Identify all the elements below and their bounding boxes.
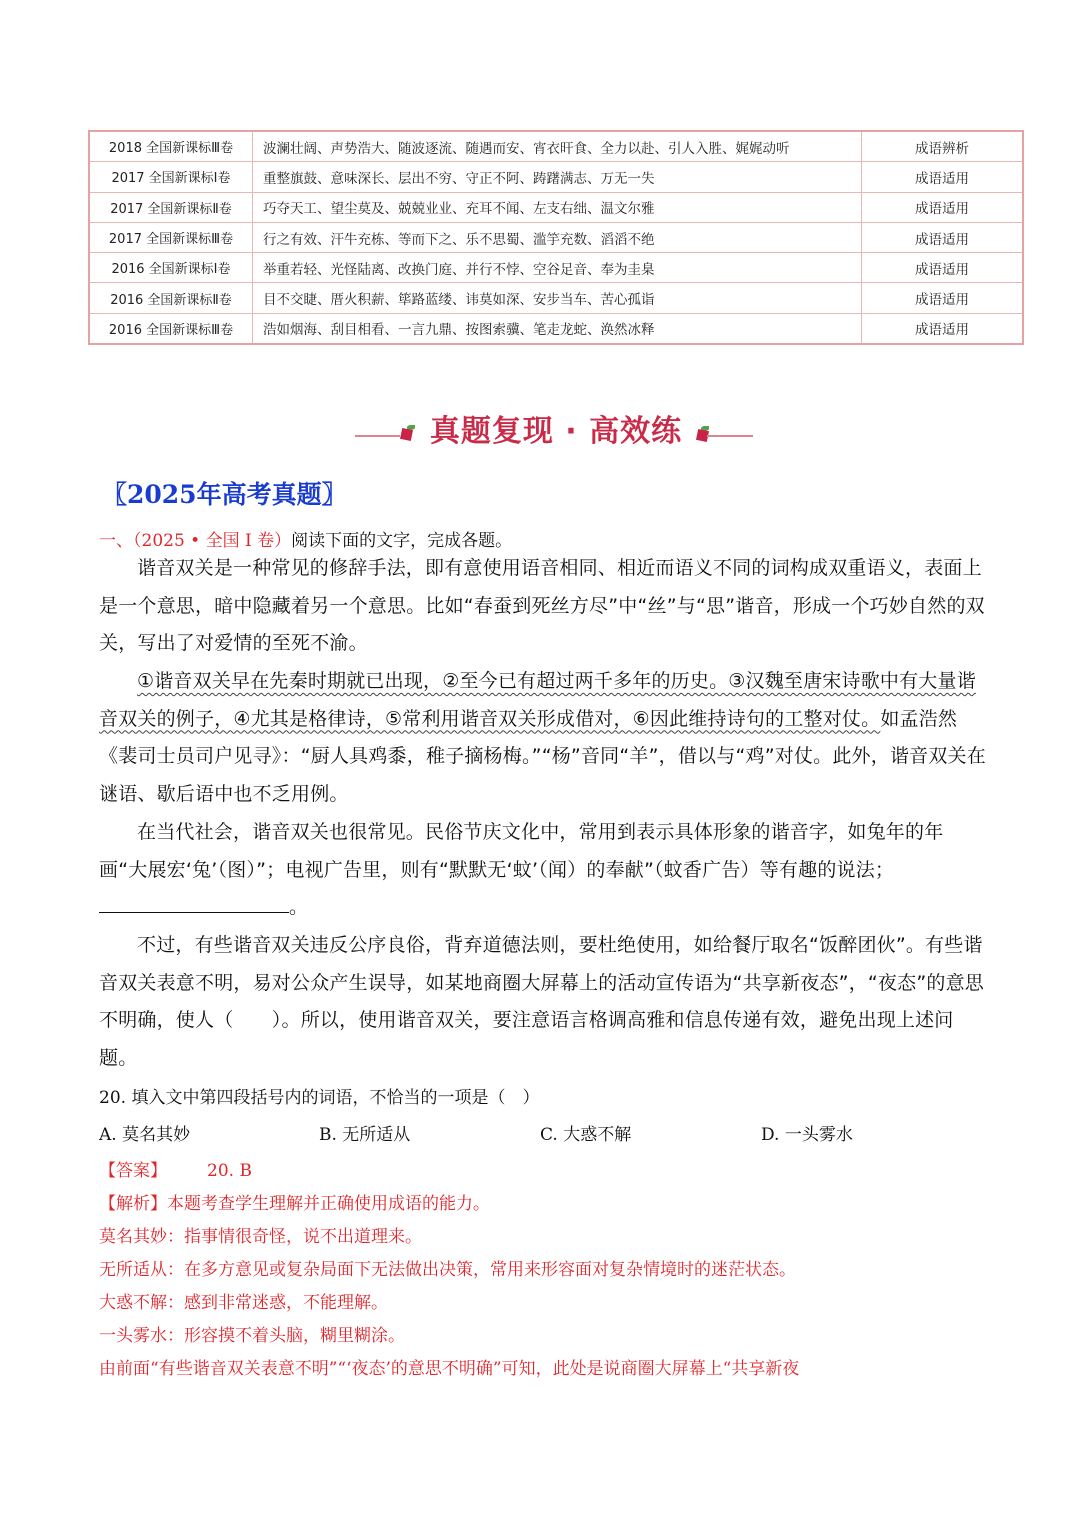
section-heading: 〖2025年高考真题〗 — [102, 480, 347, 509]
idioms-cell: 重整旗鼓、意味深长、层出不穷、守正不阿、踌躇满志、万无一失 — [253, 162, 862, 192]
paragraph-3-end: 。 — [289, 896, 309, 918]
question-instruction: 阅读下面的文字，完成各题。 — [291, 531, 513, 551]
passage-paragraph-1: 谐音双关是一种常见的修辞手法，即有意使用语音相同、相近而语义不同的词构成双重语义，表面上是一个意思，暗中隐藏着另一个意思。比如“春蚕到死丝方尽”中“丝”与“思”谐音，形成一个巧妙自然的双关，写出了对爱情的至死不渝。 — [99, 557, 985, 654]
table-row — [89, 162, 1023, 192]
exam-cell: 2016 全国新课标Ⅱ卷 — [89, 283, 253, 313]
answer-value: 20. B — [207, 1161, 252, 1181]
option-a[interactable]: A. 莫名其妙 — [99, 1125, 191, 1145]
table-row — [89, 283, 1023, 313]
table-row — [89, 253, 1023, 283]
idioms-cell: 目不交睫、厝火积薪、筚路蓝缕、讳莫如深、安步当车、苦心孤诣 — [253, 283, 862, 313]
analysis-item: 莫名其妙：指事情很奇怪，说不出道理来。 — [99, 1227, 422, 1247]
banner-title: 真题复现 · 高效练 — [429, 414, 683, 449]
analysis-line — [99, 1189, 490, 1214]
passage-paragraph-4: 不过，有些谐音双关违反公序良俗，背弃道德法则，要杜绝使用，如给餐厅取名“饭醉团伙”。有些谐音双关表意不明，易对公众产生误导，如某地商圈大屏幕上的活动宣传语为“共享新夜态”，“夜态”的意思不明确，使人（ ）。所以，使用谐音双关，要注意语言格调高雅和信息传递有效，避免出现上述问题。 — [99, 934, 984, 1069]
question-source: （2025 • 全国 I 卷） — [133, 531, 292, 551]
exam-table — [88, 130, 1024, 345]
paragraph-3-text: 在当代社会，谐音双关也很常见。民俗节庆文化中，常用到表示具体形象的谐音字，如兔年的年画“大展宏‘兔’（图）”；电视广告里，则有“默默无‘蚊’（闻）的奉献”（蚊香广告）等有趣的说法； — [99, 821, 944, 881]
idioms-cell: 举重若轻、光怪陆离、改换门庭、并行不悖、空谷足音、奉为圭臬 — [253, 253, 862, 283]
idioms-cell: 行之有效、汗牛充栋、等而下之、乐不思蜀、滥竽充数、滔滔不绝 — [253, 222, 862, 252]
exam-cell: 2018 全国新课标Ⅲ卷 — [89, 131, 253, 162]
idioms-cell: 巧夺天工、望尘莫及、兢兢业业、充耳不闻、左支右绌、温文尔雅 — [253, 192, 862, 222]
idioms-cell: 浩如烟海、刮目相看、一言九鼎、按图索骥、笔走龙蛇、涣然冰释 — [253, 313, 862, 344]
option-c[interactable]: C. 大惑不解 — [540, 1125, 632, 1145]
type-cell: 成语辨析 — [862, 131, 1024, 162]
analysis-item: 由前面“有些谐音双关表意不明”“‘夜态’的意思不明确”可知，此处是说商圈大屏幕上“共享新夜 — [99, 1359, 800, 1379]
banner-line-right — [707, 435, 753, 437]
table-row — [89, 222, 1023, 252]
passage-paragraph-2 — [99, 663, 989, 813]
section-banner — [355, 402, 755, 450]
type-cell: 成语适用 — [862, 192, 1024, 222]
exam-cell: 2017 全国新课标Ⅲ卷 — [89, 222, 253, 252]
table-row — [89, 313, 1023, 344]
exam-cell: 2017 全国新课标Ⅰ卷 — [89, 162, 253, 192]
fill-in-blank[interactable] — [99, 890, 289, 913]
analysis-item: 大惑不解：感到非常迷惑，不能理解。 — [99, 1293, 388, 1313]
question-20-stem: 20. 填入文中第四段括号内的词语，不恰当的一项是（ ） — [99, 1088, 540, 1108]
question-prefix: 一、 — [99, 531, 133, 551]
option-b[interactable]: B. 无所适从 — [319, 1125, 411, 1145]
marked-sentences: ①谐音双关早在先秦时期就已出现，②至今已有超过两千多年的历史。③汉魏至唐宋诗歌中有大量谐音双关的例子，④尤其是格律诗，⑤常利用谐音双关形成借对，⑥因此维持诗句的工整对仗。 — [99, 670, 976, 730]
type-cell: 成语适用 — [862, 313, 1024, 344]
question-header — [99, 526, 512, 551]
table-row — [89, 192, 1023, 222]
table-row — [89, 131, 1023, 162]
analysis-label: 【解析】 — [99, 1194, 167, 1214]
type-cell: 成语适用 — [862, 253, 1024, 283]
paragraph-2-rest: 如孟浩然《裴司士员司户见寻》：“厨人具鸡黍，稚子摘杨梅。”“杨”音同“羊”，借以与“鸡”对仗。此外，谐音双关在谜语、歇后语中也不乏用例。 — [99, 707, 986, 805]
banner-line-left — [355, 435, 400, 437]
exam-cell: 2016 全国新课标Ⅰ卷 — [89, 253, 253, 283]
analysis-item: 一头雾水：形容摸不着头脑，糊里糊涂。 — [99, 1326, 405, 1346]
analysis-item: 无所适从：在多方意见或复杂局面下无法做出决策，常用来形容面对复杂情境时的迷茫状态。 — [99, 1260, 796, 1280]
idioms-cell: 波澜壮阔、声势浩大、随波逐流、随遇而安、宵衣旰食、全力以赴、引人入胜、娓娓动听 — [253, 131, 862, 162]
analysis-text: 本题考查学生理解并正确使用成语的能力。 — [167, 1194, 490, 1214]
diamond-icon — [400, 428, 413, 441]
passage-paragraph-3 — [99, 814, 989, 927]
exam-cell: 2017 全国新课标Ⅱ卷 — [89, 192, 253, 222]
exam-cell: 2016 全国新课标Ⅲ卷 — [89, 313, 253, 344]
answer-label: 【答案】 — [99, 1161, 167, 1181]
type-cell: 成语适用 — [862, 162, 1024, 192]
answer-line — [99, 1156, 252, 1181]
type-cell: 成语适用 — [862, 222, 1024, 252]
option-d[interactable]: D. 一头雾水 — [761, 1125, 853, 1145]
type-cell: 成语适用 — [862, 283, 1024, 313]
